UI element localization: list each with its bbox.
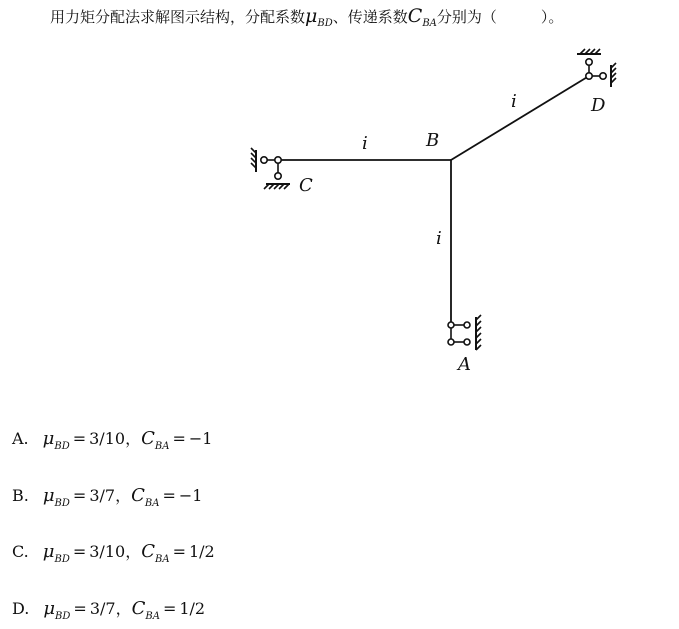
option-letter: C.	[12, 542, 29, 561]
option-mu-subscript: BD	[54, 498, 70, 509]
option-mu-symbol: μ	[43, 598, 56, 619]
option-c-subscript: BA	[144, 498, 160, 509]
option-c-value: −1	[188, 429, 213, 448]
question-closing: ）。	[540, 8, 564, 26]
option-equals: =	[72, 486, 87, 505]
option-c-subscript: BA	[154, 554, 170, 565]
node-label-b: B	[426, 130, 440, 151]
option-comma: ，	[125, 542, 142, 561]
option-letter: A.	[12, 429, 29, 448]
member-label-ba: i	[436, 228, 442, 249]
mu-subscript: BD	[317, 18, 333, 29]
option-letter: B.	[12, 486, 29, 505]
option-c-symbol: C	[141, 428, 155, 449]
option-c-value: 1/2	[188, 542, 215, 561]
node-label-c: C	[299, 175, 313, 196]
option-c[interactable]	[12, 540, 215, 564]
option-mu-subscript: BD	[54, 441, 70, 452]
option-c-subscript: BA	[154, 441, 170, 452]
option-mu-value: 3/10	[89, 542, 126, 561]
support-c	[251, 148, 290, 189]
option-a[interactable]	[12, 427, 212, 451]
option-equals: =	[73, 599, 87, 618]
option-mu-subscript: BD	[55, 611, 71, 622]
support-d	[577, 49, 616, 87]
option-b[interactable]	[12, 484, 202, 508]
option-equals: =	[72, 429, 87, 448]
option-c-symbol: C	[131, 598, 146, 619]
option-equals: =	[172, 542, 186, 561]
question-separator: 、传递系数	[332, 8, 408, 26]
option-comma: ，	[125, 429, 142, 448]
option-c-value: 1/2	[179, 599, 206, 618]
member-bd	[451, 76, 589, 160]
option-equals: =	[162, 486, 176, 505]
c-subscript: BA	[422, 18, 437, 29]
question-text-before: 用力矩分配法求解图示结构，分配系数	[50, 8, 306, 26]
option-mu-symbol: μ	[42, 485, 55, 506]
option-equals: =	[162, 599, 177, 618]
node-label-d: D	[591, 95, 606, 116]
option-mu-value: 3/7	[89, 486, 116, 505]
option-c-symbol: C	[141, 541, 155, 562]
mu-symbol: μ	[305, 5, 318, 27]
option-equals: =	[172, 429, 186, 448]
option-c-symbol: C	[131, 485, 145, 506]
c-symbol: C	[407, 5, 423, 27]
option-comma: ，	[115, 486, 132, 505]
node-label-a: A	[458, 354, 471, 375]
option-d[interactable]	[12, 597, 205, 621]
option-comma: ，	[115, 599, 132, 618]
option-c-subscript: BA	[145, 611, 160, 622]
option-mu-subscript: BD	[54, 554, 70, 565]
option-mu-symbol: μ	[42, 541, 55, 562]
option-letter: D.	[12, 599, 30, 618]
member-label-bc: i	[362, 133, 368, 154]
option-equals: =	[72, 542, 87, 561]
option-mu-value: 3/7	[89, 599, 116, 618]
question-text-after: 分别为（	[436, 8, 497, 26]
option-mu-symbol: μ	[42, 428, 55, 449]
option-mu-value: 3/10	[89, 429, 126, 448]
option-c-value: −1	[178, 486, 203, 505]
member-label-bd: i	[511, 91, 517, 112]
support-a	[448, 315, 481, 350]
